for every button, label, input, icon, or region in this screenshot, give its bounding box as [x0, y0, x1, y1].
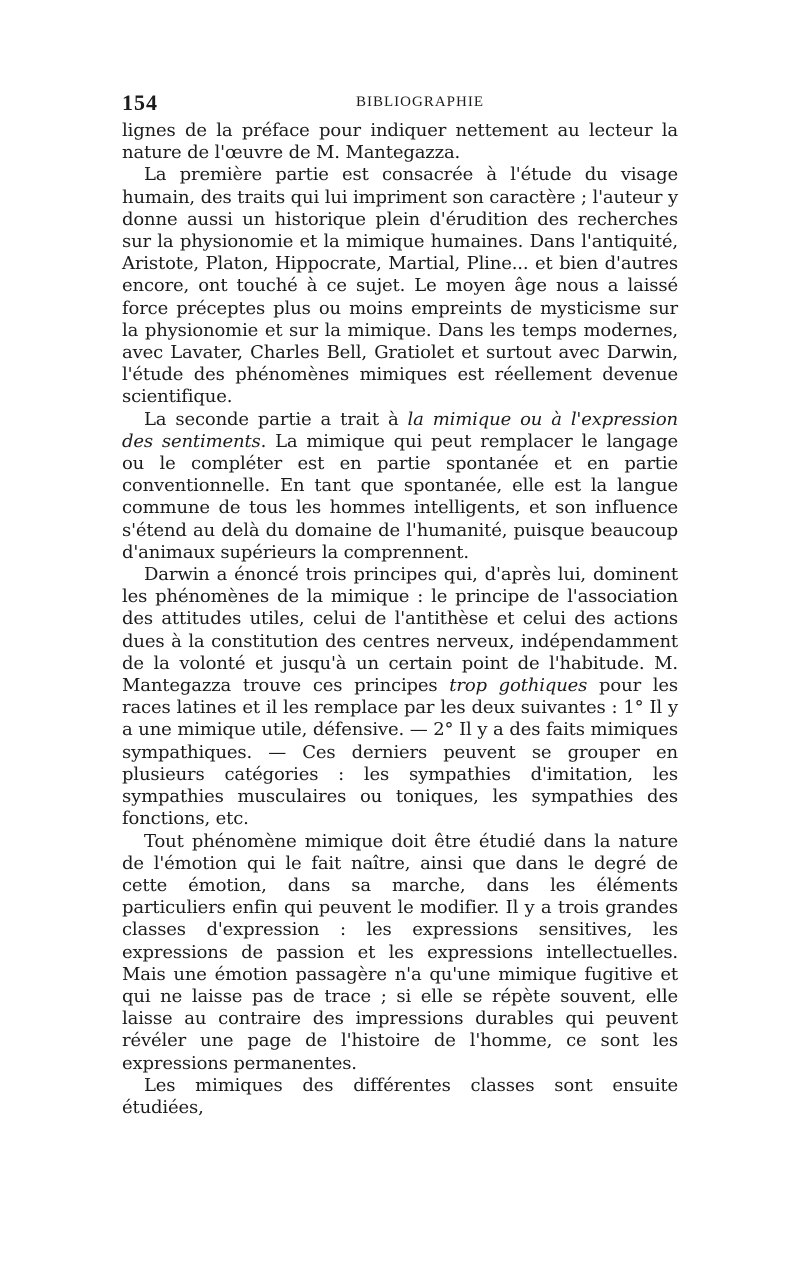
- paragraph: [122, 564, 678, 830]
- paragraph-text: La première partie est consacrée à l'étude du visage humain, des traits qui lui impriment son caractère ; l'auteur y donne aussi un historique plein d'érudition des recherches sur la physionomie et la mimique humaines. Dans l'antiquité, Aristote, Platon, Hippocrate, Martial, Pline... et bien d'autres encore, ont touché à ce sujet. Le moyen âge nous a laissé force préceptes plus ou moins empreints de mysticisme sur la physionomie et sur la mimique. Dans les temps modernes, avec Lavater, Charles Bell, Gratiolet et surtout avec Darwin, l'étude des phénomènes mimiques est réellement devenue scientifique.: [122, 164, 678, 408]
- paragraph-text: Darwin a énoncé trois principes qui, d'après lui, dominent les phénomènes de la mimique : le principe de l'association des attitudes utiles, celui de l'antithèse et celui des actions dues à la constitution des centres nerveux, indépendamment de la volonté et jusqu'à un certain point de l'habitude. M. Mantegazza trouve ces principes: [122, 564, 678, 697]
- paragraph-text: . La mimique qui peut remplacer le langage ou le compléter est en partie spontanée et en partie conventionnelle. En tant que spontanée, elle est la langue commune de tous les hommes intelligents, et son influence s'étend au delà du domaine de l'humanité, puisque beaucoup d'animaux supérieurs la comprennent.: [122, 430, 678, 563]
- paragraph-text: Les mimiques des différentes classes sont ensuite étudiées,: [122, 1074, 678, 1118]
- paragraph: [122, 831, 678, 1075]
- page-header: [122, 90, 678, 120]
- paragraph-text: lignes de la préface pour indiquer nettement au lecteur la nature de l'œuvre de M. Mantegazza.: [122, 120, 678, 164]
- body-text: [122, 120, 678, 1119]
- italic-text: la mimique ou à l'expression des sentiments: [122, 408, 678, 452]
- paragraph: [122, 120, 678, 164]
- paragraph-text: Tout phénomène mimique doit être étudié dans la nature de l'émotion qui le fait naître, ainsi que dans le degré de cette émotion, dans sa marche, dans les éléments particuliers enfin qui peuvent le modifier. Il y a trois grandes classes d'expression : les expressions sensitives, les expressions de passion et les expressions intellectuelles. Mais une émotion passagère n'a qu'une mimique fugitive et qui ne laisse pas de trace ; si elle se répète souvent, elle laisse au contraire des impressions durables qui peuvent révéler une page de l'histoire de l'homme, ce sont les expressions permanentes.: [122, 830, 678, 1074]
- paragraph-text: pour les races latines et il les remplace par les deux suivantes : 1° Il y a une mimique utile, défensive. — 2° Il y a des faits mimiques sympathiques. — Ces derniers peuvent se grouper en plusieurs catégories : les sympathies d'imitation, les sympathies musculaires ou toniques, les sympathies des fonctions, etc.: [122, 675, 678, 830]
- paragraph: [122, 1075, 678, 1119]
- page-number: 154: [122, 90, 158, 115]
- paragraph: [122, 409, 678, 564]
- paragraph: [122, 164, 678, 408]
- italic-text: trop gothiques: [449, 675, 588, 697]
- paragraph-text: La seconde partie a trait à: [144, 408, 408, 430]
- book-page: [122, 90, 678, 1119]
- running-head: BIBLIOGRAPHIE: [356, 94, 484, 110]
